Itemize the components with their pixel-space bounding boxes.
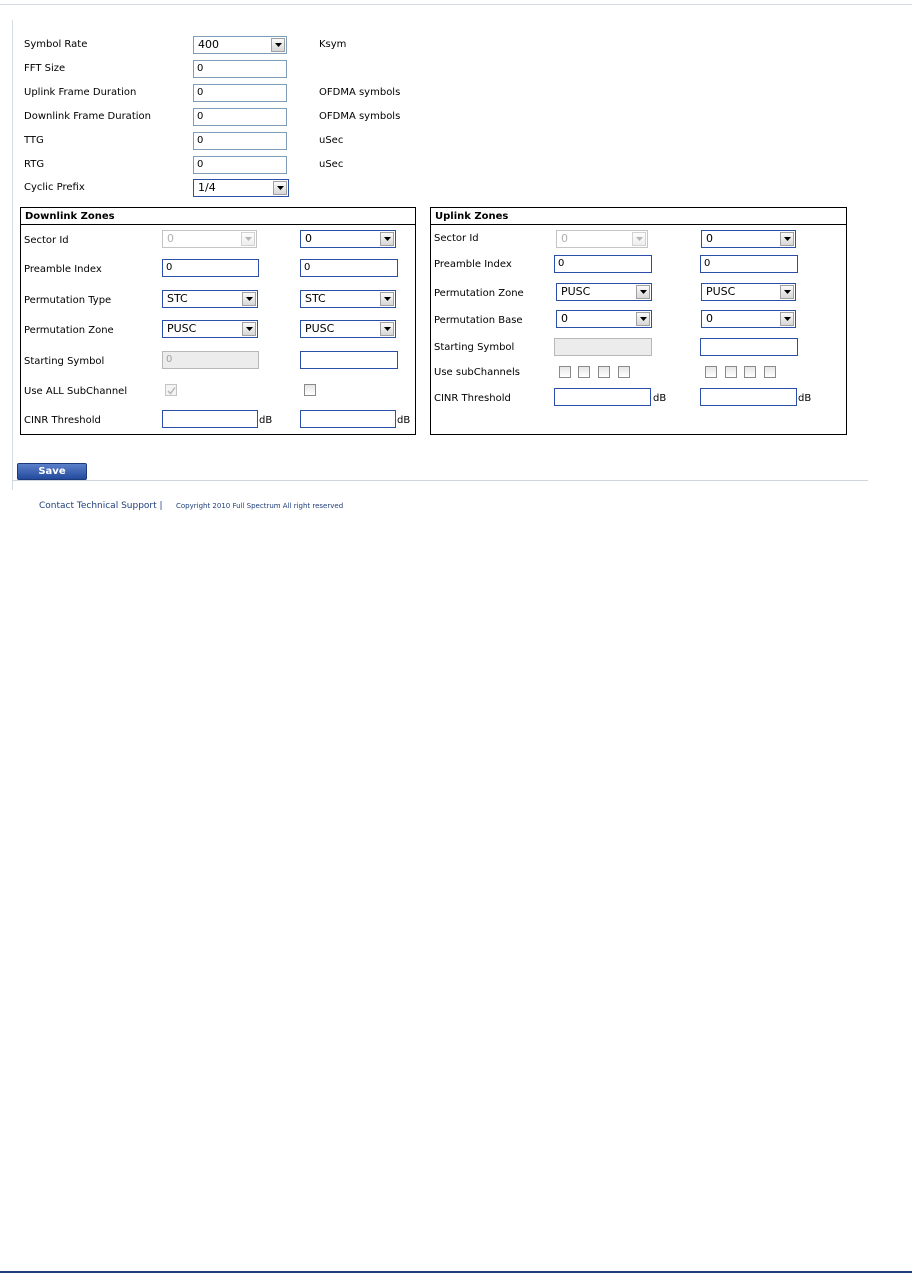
ul-sector-id-label: Sector Id (434, 233, 479, 244)
downlink-zones-title: Downlink Zones (25, 211, 115, 222)
dl-sector-id-select-2[interactable] (300, 230, 396, 248)
ul-starting-symbol-input-2[interactable] (700, 338, 798, 356)
chevron-down-icon (242, 322, 256, 336)
dl-starting-symbol-input-1[interactable]: 0 (162, 351, 259, 369)
save-button[interactable]: Save (17, 463, 87, 480)
symbol-rate-unit: Ksym (319, 39, 347, 50)
ul-subchannel-checkbox-6[interactable] (725, 366, 737, 378)
dl-permutation-zone-select-2[interactable] (300, 320, 396, 338)
chevron-down-icon (780, 285, 794, 299)
chevron-down-icon (780, 232, 794, 246)
dl-starting-symbol-input-2[interactable] (300, 351, 398, 369)
left-border (12, 20, 13, 490)
chevron-down-icon (271, 38, 285, 52)
downlink-frame-duration-unit: OFDMA symbols (319, 111, 401, 122)
ttg-label: TTG (24, 135, 44, 146)
chevron-down-icon (636, 312, 650, 326)
downlink-frame-duration-input[interactable]: 0 (193, 108, 287, 126)
chevron-down-icon (636, 285, 650, 299)
rtg-unit: uSec (319, 159, 344, 170)
dl-preamble-index-input-1[interactable]: 0 (162, 259, 259, 277)
contact-support-link[interactable]: Contact Technical Support | (39, 501, 163, 511)
ul-permutation-zone-select-2[interactable] (701, 283, 796, 301)
dl-use-all-subchannel-checkbox-2[interactable] (304, 384, 316, 396)
uplink-zones-title: Uplink Zones (435, 211, 509, 222)
ul-permutation-base-label: Permutation Base (434, 315, 523, 326)
chevron-down-icon (380, 232, 394, 246)
chevron-down-icon (241, 232, 255, 246)
dl-permutation-type-select-1[interactable] (162, 290, 258, 308)
copyright-text: Copyright 2010 Full Spectrum All right reserved (176, 502, 344, 510)
uplink-frame-duration-unit: OFDMA symbols (319, 87, 401, 98)
dl-cinr-threshold-input-1[interactable] (162, 410, 258, 428)
rtg-input[interactable]: 0 (193, 156, 287, 174)
ul-sector-id-value-1: 0 (561, 232, 568, 245)
ul-subchannel-checkbox-3[interactable] (598, 366, 610, 378)
uplink-title-divider (431, 224, 846, 225)
dl-sector-id-label: Sector Id (24, 235, 69, 246)
dl-permutation-zone-value-1: PUSC (167, 322, 197, 335)
ul-permutation-zone-value-2: PUSC (706, 285, 736, 298)
ul-cinr-threshold-input-1[interactable] (554, 388, 651, 406)
fft-size-input[interactable]: 0 (193, 60, 287, 78)
chevron-down-icon (632, 232, 646, 246)
dl-preamble-index-label: Preamble Index (24, 264, 102, 275)
top-divider (0, 4, 912, 5)
dl-use-all-subchannel-label: Use ALL SubChannel (24, 386, 128, 397)
ul-cinr-unit-2: dB (798, 393, 812, 404)
ul-sector-id-value-2: 0 (706, 232, 713, 245)
dl-sector-id-value-2: 0 (305, 232, 312, 245)
checkmark-icon (167, 386, 176, 395)
ul-subchannel-checkbox-2[interactable] (578, 366, 590, 378)
ul-cinr-threshold-input-2[interactable] (700, 388, 797, 406)
ul-permutation-zone-select-1[interactable] (556, 283, 652, 301)
chevron-down-icon (780, 312, 794, 326)
downlink-title-divider (21, 224, 415, 225)
ul-permutation-base-value-2: 0 (706, 312, 713, 325)
uplink-frame-duration-label: Uplink Frame Duration (24, 87, 137, 98)
ul-preamble-index-input-1[interactable]: 0 (554, 255, 652, 273)
fft-size-label: FFT Size (24, 63, 66, 74)
ul-starting-symbol-input-1[interactable] (554, 338, 652, 356)
ul-subchannel-checkbox-4[interactable] (618, 366, 630, 378)
dl-cinr-unit-1: dB (259, 415, 273, 426)
ul-preamble-index-input-2[interactable]: 0 (700, 255, 798, 273)
dl-permutation-zone-label: Permutation Zone (24, 325, 114, 336)
dl-cinr-unit-2: dB (397, 415, 411, 426)
dl-permutation-type-select-2[interactable] (300, 290, 396, 308)
ul-subchannel-checkbox-8[interactable] (764, 366, 776, 378)
dl-sector-id-value-1: 0 (167, 232, 174, 245)
cyclic-prefix-select[interactable] (193, 179, 289, 197)
chevron-down-icon (380, 322, 394, 336)
symbol-rate-label: Symbol Rate (24, 39, 88, 50)
ul-permutation-zone-label: Permutation Zone (434, 288, 524, 299)
ul-subchannel-checkbox-1[interactable] (559, 366, 571, 378)
cyclic-prefix-label: Cyclic Prefix (24, 182, 85, 193)
dl-permutation-type-label: Permutation Type (24, 295, 112, 306)
dl-cinr-threshold-label: CINR Threshold (24, 415, 101, 426)
dl-permutation-zone-select-1[interactable] (162, 320, 258, 338)
ul-sector-id-select-1[interactable] (556, 230, 648, 248)
ul-permutation-base-select-2[interactable] (701, 310, 796, 328)
chevron-down-icon (273, 181, 287, 195)
dl-permutation-type-value-1: STC (167, 292, 188, 305)
symbol-rate-select[interactable] (193, 36, 287, 54)
dl-sector-id-select-1[interactable] (162, 230, 257, 248)
ul-starting-symbol-label: Starting Symbol (434, 342, 515, 353)
cyclic-prefix-value: 1/4 (198, 181, 216, 194)
bottom-page-line (0, 1271, 912, 1273)
ttg-input[interactable]: 0 (193, 132, 287, 150)
ul-subchannel-checkbox-5[interactable] (705, 366, 717, 378)
ul-cinr-threshold-label: CINR Threshold (434, 393, 511, 404)
chevron-down-icon (242, 292, 256, 306)
ul-sector-id-select-2[interactable] (701, 230, 796, 248)
uplink-frame-duration-input[interactable]: 0 (193, 84, 287, 102)
downlink-frame-duration-label: Downlink Frame Duration (24, 111, 151, 122)
dl-use-all-subchannel-checkbox-1[interactable] (165, 384, 177, 396)
footer-divider (12, 480, 868, 481)
ul-cinr-unit-1: dB (653, 393, 667, 404)
ttg-unit: uSec (319, 135, 344, 146)
symbol-rate-value: 400 (198, 38, 219, 51)
ul-use-subchannels-label: Use subChannels (434, 367, 521, 378)
ul-permutation-base-select-1[interactable] (556, 310, 652, 328)
dl-starting-symbol-label: Starting Symbol (24, 356, 105, 367)
dl-cinr-threshold-input-2[interactable] (300, 410, 396, 428)
ul-subchannel-checkbox-7[interactable] (744, 366, 756, 378)
rtg-label: RTG (24, 159, 45, 170)
chevron-down-icon (380, 292, 394, 306)
dl-permutation-type-value-2: STC (305, 292, 326, 305)
dl-preamble-index-input-2[interactable]: 0 (300, 259, 398, 277)
ul-permutation-zone-value-1: PUSC (561, 285, 591, 298)
dl-permutation-zone-value-2: PUSC (305, 322, 335, 335)
ul-permutation-base-value-1: 0 (561, 312, 568, 325)
ul-preamble-index-label: Preamble Index (434, 259, 512, 270)
